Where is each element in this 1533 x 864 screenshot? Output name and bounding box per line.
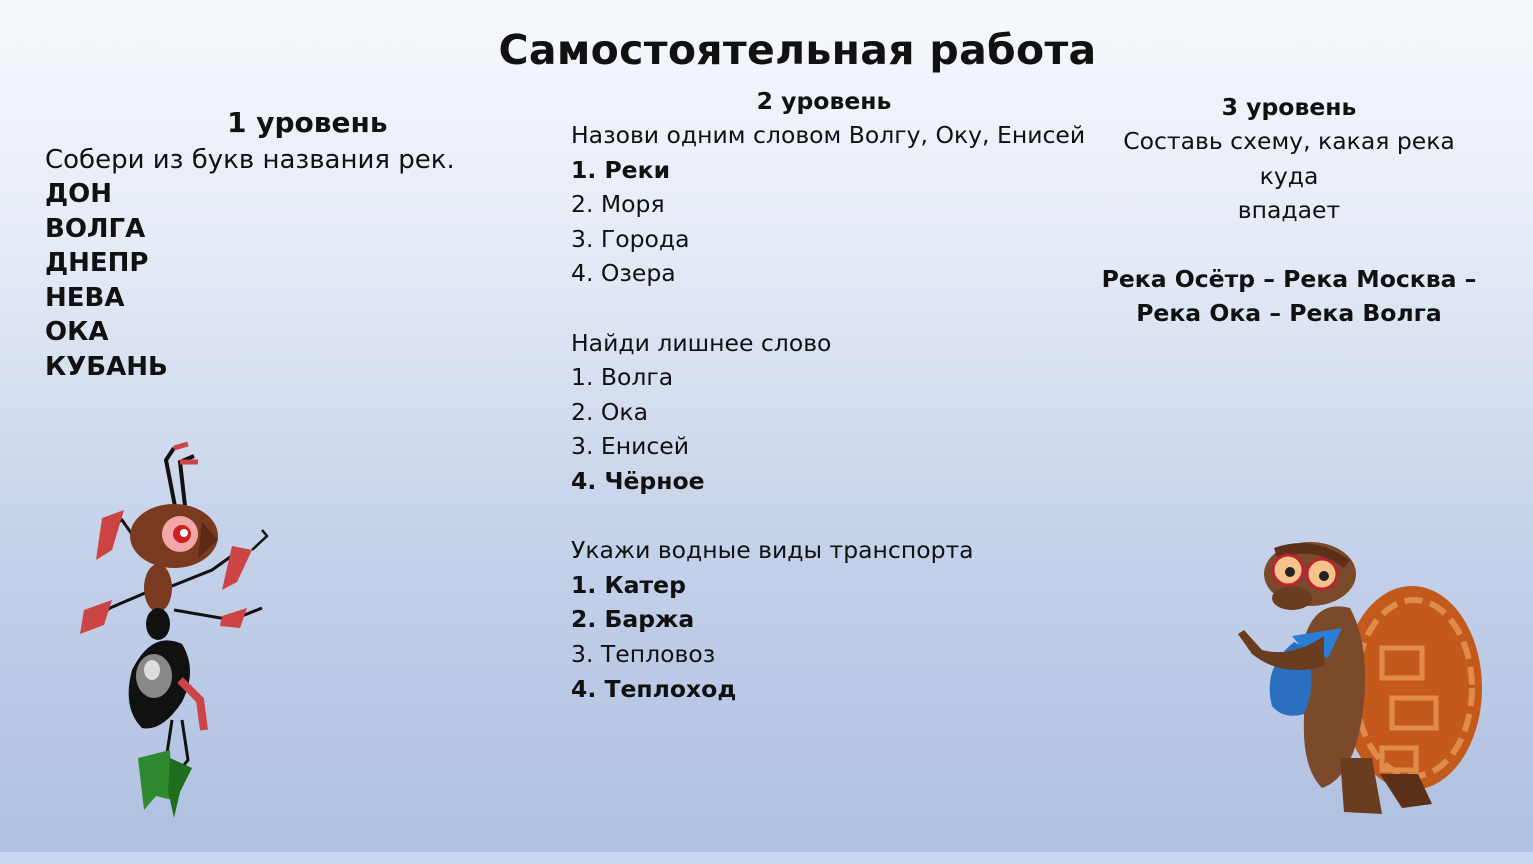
- q3-option-correct: 1. Катер: [571, 570, 686, 599]
- question-2: Найди лишнее слово: [571, 328, 832, 357]
- river-word: ДНЕПР: [45, 248, 149, 279]
- question-1: Назови одним словом Волгу, Оку, Енисей: [571, 121, 1086, 149]
- q1-option: 2. Моря: [571, 190, 665, 219]
- level-3-heading: 3 уровень: [1221, 93, 1357, 121]
- level-1-heading: 1 уровень: [227, 106, 388, 139]
- level-1-column: [45, 103, 545, 385]
- level-1-task: Собери из букв названия рек.: [45, 145, 455, 175]
- river-scheme-line-2: Река Ока – Река Волга: [1136, 299, 1442, 328]
- bottom-band: [0, 852, 1533, 864]
- ant-illustration: [62, 440, 277, 830]
- spacer: [571, 291, 1091, 326]
- turtle-illustration: [1232, 538, 1492, 822]
- river-word: КУБАНЬ: [45, 351, 168, 382]
- q3-option-correct: 2. Баржа: [571, 605, 695, 634]
- q1-option-correct: 1. Реки: [571, 155, 671, 184]
- q3-option-correct: 4. Теплоход: [571, 674, 737, 703]
- level-3-task-line-2: впадает: [1237, 196, 1341, 225]
- level-2-heading: 2 уровень: [756, 87, 892, 115]
- river-word: ВОЛГА: [45, 213, 146, 244]
- q1-option: 3. Города: [571, 224, 690, 253]
- river-word: ОКА: [45, 317, 109, 348]
- q1-option: 4. Озера: [571, 259, 676, 288]
- river-word: НЕВА: [45, 282, 125, 313]
- q2-option-correct: 4. Чёрное: [571, 466, 705, 495]
- question-3: Укажи водные виды транспорта: [571, 536, 974, 565]
- river-word: ДОН: [45, 179, 113, 209]
- q2-option: 1. Волга: [571, 363, 674, 392]
- level-3-column: [1092, 90, 1486, 331]
- level-3-task-line-1: Составь схему, какая река куда: [1123, 127, 1455, 190]
- q3-option: 3. Тепловоз: [571, 639, 716, 668]
- level-2-column: [571, 84, 1091, 706]
- q2-option: 3. Енисей: [571, 432, 690, 461]
- q2-option: 2. Ока: [571, 397, 648, 426]
- slide-title: Самостоятельная работа: [498, 26, 1097, 74]
- spacer: [571, 499, 1091, 534]
- river-scheme-line-1: Река Осётр – Река Москва –: [1101, 264, 1477, 293]
